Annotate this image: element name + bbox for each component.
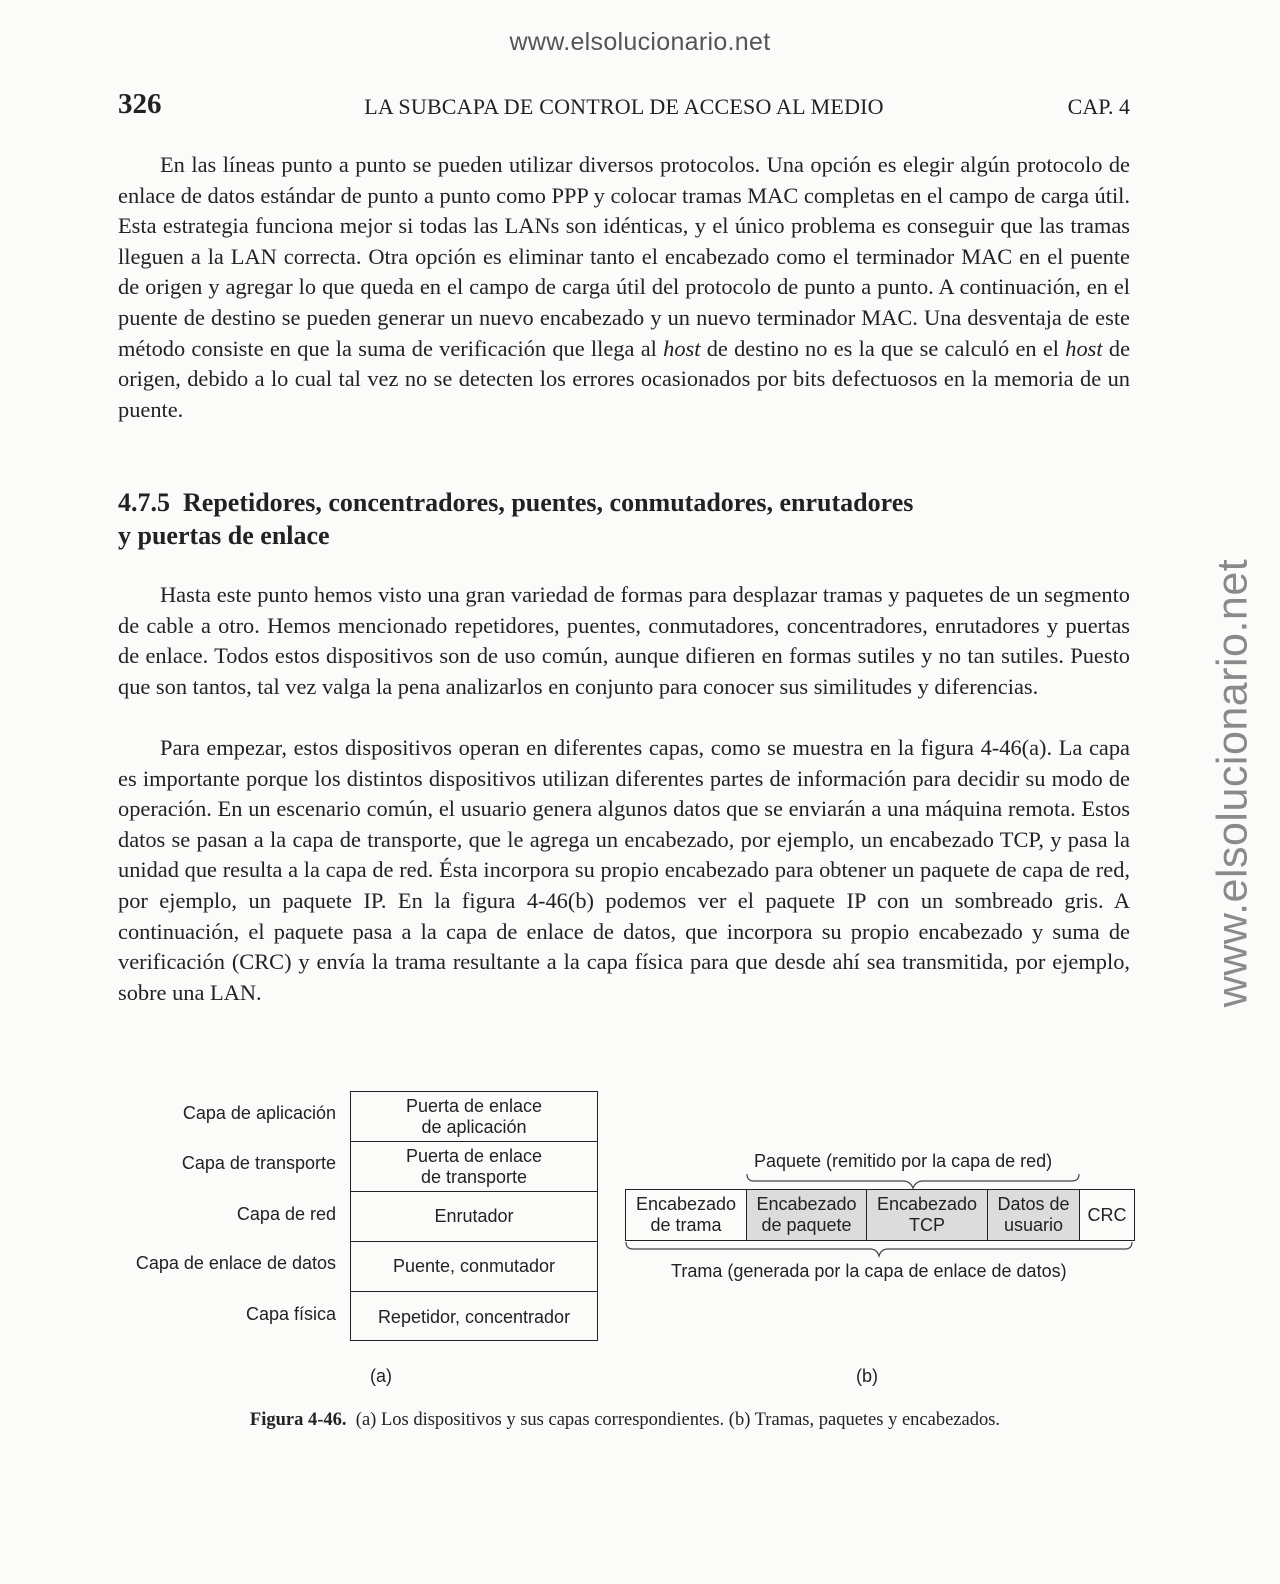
device-application-gateway: Puerta de enlace de aplicación <box>351 1092 597 1142</box>
page-number: 326 <box>118 88 162 120</box>
host-term: host <box>1065 335 1103 361</box>
user-data-field: Datos de usuario <box>988 1190 1080 1240</box>
device-repeater-hub: Repetidor, concentrador <box>377 1306 571 1327</box>
frame-structure <box>625 1189 1135 1241</box>
device-layer-table <box>350 1091 598 1341</box>
frame-brace <box>622 1240 1136 1260</box>
frame-header-field: Encabezado de trama <box>626 1190 747 1240</box>
paragraph-intro: Hasta este punto hemos visto una gran variedad de formas para desplazar tramas y paquetes de un segmento de cable a otro. Hemos mencionado repetidores, puentes, conmutadores, concentradores, enrutadores y puertas de enlace. Todos estos dispositivos son de uso común, aunque difieren en formas sutiles y no tan sutiles. Puesto que son tantos, tal vez valga la pena analizarlos en conjunto para conocer sus similitudes y diferencias. <box>118 582 1130 699</box>
crc-field: CRC <box>1087 1204 1127 1225</box>
device-bridge-switch: Puente, conmutador <box>351 1242 597 1292</box>
section-heading <box>118 486 1018 552</box>
frame-label: Trama (generada por la capa de enlace de datos) <box>671 1261 1067 1281</box>
packet-label: Paquete (remitido por la capa de red) <box>754 1151 1053 1171</box>
section-title: Repetidores, concentradores, puentes, conmutadores, enrutadores <box>183 488 914 517</box>
paragraph-layers: Para empezar, estos dispositivos operan en diferentes capas, como se muestra en la figura 4-46(a). La capa es importante porque los distintos dispositivos utilizan diferentes partes de información para decidir su modo de operación. En un escenario común, el usuario genera algunos datos que se enviarán a una máquina remota. Estos datos se pasan a la capa de transporte, que le agrega un encabezado, por ejemplo, un encabezado TCP, y pasa la unidad que resulta a la capa de red. Ésta incorpora su propio encabezado para obtener un paquete de capa de red, por ejemplo, un paquete IP. En la figura 4-46(b) podemos ver el paquete IP con un sombreado gris. A continuación, el paquete pasa a la capa de enlace de datos, que incorpora su propio encabezado y suma de verificación (CRC) y envía la trama resultante a la capa física para que desde ahí sea transmitida, por ejemplo, sobre una LAN. <box>118 735 1130 1005</box>
packet-header-field: Encabezado de paquete <box>747 1190 867 1240</box>
layer-label-application: Capa de aplicación <box>182 1103 336 1123</box>
caption-text: (a) Los dispositivos y sus capas correspondientes. (b) Tramas, paquetes y encabezados. <box>355 1410 1001 1430</box>
tcp-header-field: Encabezado TCP <box>867 1190 988 1240</box>
running-title: LA SUBCAPA DE CONTROL DE ACCESO AL MEDIO <box>364 94 884 119</box>
figure-caption <box>0 1410 1250 1431</box>
paragraph-ptp-protocols: En las líneas punto a punto se pueden utilizar diversos protocolos. Una opción es elegir algún protocolo de enlace de datos estándar de punto a punto como PPP y colocar tramas MAC completas en el campo de carga útil. Esta estrategia funciona mejor si todas las LANs son idénticas, y el único problema es conseguir que las tramas lleguen a la LAN correcta. Otra opción es eliminar tanto el encabezado como el terminador MAC en el puente de origen y agregar lo que queda en el campo de carga útil del protocolo de punto a punto. A continuación, en el puente de destino se pueden generar un nuevo encabezado y un nuevo terminador MAC. Una desventaja de este método consiste en que la suma de verificación que llega al host de destino no es la que se calculó en el host de origen, debido a lo cual tal vez no se detecten los errores ocasionados por bits defectuosos en la memoria de un puente. <box>118 152 1131 422</box>
layer-label-network: Capa de red <box>236 1204 336 1224</box>
section-number: 4.7.5 <box>118 488 170 517</box>
layer-label-data-link: Capa de enlace de datos <box>135 1253 336 1273</box>
figure-label-b: (b) <box>856 1366 878 1386</box>
layer-label-physical: Capa física <box>245 1304 336 1324</box>
watermark-side: www.elsolucionario.net <box>1208 558 1257 1008</box>
host-term: host <box>663 335 701 361</box>
running-head <box>118 88 1130 124</box>
device-transport-gateway: Puerta de enlace de transporte <box>351 1142 597 1192</box>
watermark-top: www.elsolucionario.net <box>509 28 771 56</box>
section-title-line2: y puertas de enlace <box>118 521 330 550</box>
caption-label: Figura 4-46. <box>249 1410 347 1430</box>
device-router: Enrutador <box>351 1192 597 1242</box>
layer-label-transport: Capa de transporte <box>181 1153 336 1173</box>
chapter-label: CAP. 4 <box>1067 94 1130 119</box>
figure-label-a: (a) <box>370 1366 392 1386</box>
